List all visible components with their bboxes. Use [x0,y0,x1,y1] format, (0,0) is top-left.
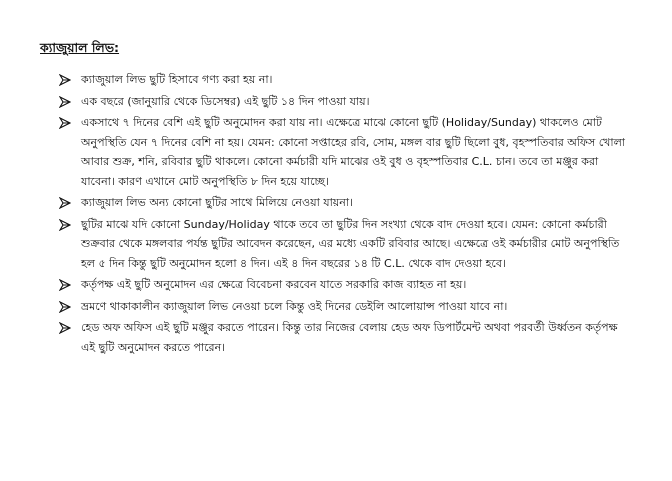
list-item [40,215,632,274]
list-item [40,92,632,112]
arrowhead-bullet-icon [59,322,71,334]
arrowhead-bullet-icon [59,74,71,86]
arrowhead-bullet-icon [59,279,71,291]
arrowhead-bullet-icon [59,117,71,129]
list-item [40,275,632,295]
arrowhead-bullet-icon [59,96,71,108]
list-item [40,70,632,90]
arrowhead-bullet-icon [59,197,71,209]
list-item-text: ক্যাজুয়াল লিভ অন্য কোনো ছুটির সাথে মিলিয়ে নেওয়া যায়না। [81,196,353,209]
list-item-text: ছুটির মাঝে যদি কোনো Sunday/Holiday থাকে তবে তা ছুটির দিন সংখ্যা থেকে বাদ দেওয়া হবে। যেমন: কোনো কর্মচারী শুক্রবার থেকে মঙ্গলবার পর্যন্ত ছুটির আবেদন করেছেন, এর মধ্যে একটি রবিবার আছে। এক্ষেত্রে ওই কর্মচারীর মোট অনুপস্থিতি হল ৫ দিন কিন্তু ছুটি অনুমোদন হলো ৪ দিন। এই ৪ দিন বছরের ১৪ টি C.L. থেকে বাদ দেওয়া হবে। [81,217,620,270]
list-item [40,113,632,191]
section-heading: ক্যাজুয়াল লিভ: [40,40,120,55]
list-item-text: এক বছরে (জানুয়ারি থেকে ডিসেম্বর) এই ছুটি ১৪ দিন পাওয়া যায়। [81,94,370,108]
list-item-text: একসাথে ৭ দিনের বেশি এই ছুটি অনুমোদন করা যায় না। এক্ষেত্রে মাঝে কোনো ছুটি (Holiday/Sunday) থাকলেও মোট অনুপস্থিতি যেন ৭ দিনের বেশি না হয়। যেমন: কোনো সপ্তাহের রবি, সোম, মঙ্গল বার ছুটি ছিলো বুধ, বৃহস্পতিবার অফিস খোলা আবার শুক্র, শনি, রবিবার ছুটি থাকলে। কোনো কর্মচারী যদি মাঝের ওই বুধ ও বৃহস্পতিবার C.L. চান। তবে তা মঞ্জুর করা যাবেনা। কারণ এখানে মোট অনুপস্থিতি ৮ দিন হয়ে যাচ্ছে। [81,116,625,188]
list-item-text: কর্তৃপক্ষ এই ছুটি অনুমোদন এর ক্ষেত্রে বিবেচনা করবেন যাতে সরকারি কাজ ব্যাহত না হয়। [81,278,467,291]
list-item [40,193,632,213]
list-item [40,297,632,317]
list-item-text: ভ্রমণে থাকাকালীন ক্যাজুয়াল লিভ নেওয়া চলে কিন্তু ওই দিনের ডেইলি আলোয়ান্স পাওয়া যাবে না। [81,299,508,313]
list-item [40,318,632,357]
arrowhead-bullet-icon [59,219,71,231]
list-item-text: ক্যাজুয়াল লিভ ছুটি হিসাবে গণ্য করা হয় না। [81,73,273,86]
arrowhead-bullet-icon [59,301,71,313]
rules-list [40,70,632,357]
list-item-text: হেড অফ অফিস এই ছুটি মঞ্জুর করতে পারেন। কিন্তু তার নিজের বেলায় হেড অফ ডিপার্টমেন্ট অথবা পরবর্তী উর্ধ্বতন কর্তৃপক্ষ এই ছুটি অনুমোদন করতে পারেন। [81,321,618,354]
